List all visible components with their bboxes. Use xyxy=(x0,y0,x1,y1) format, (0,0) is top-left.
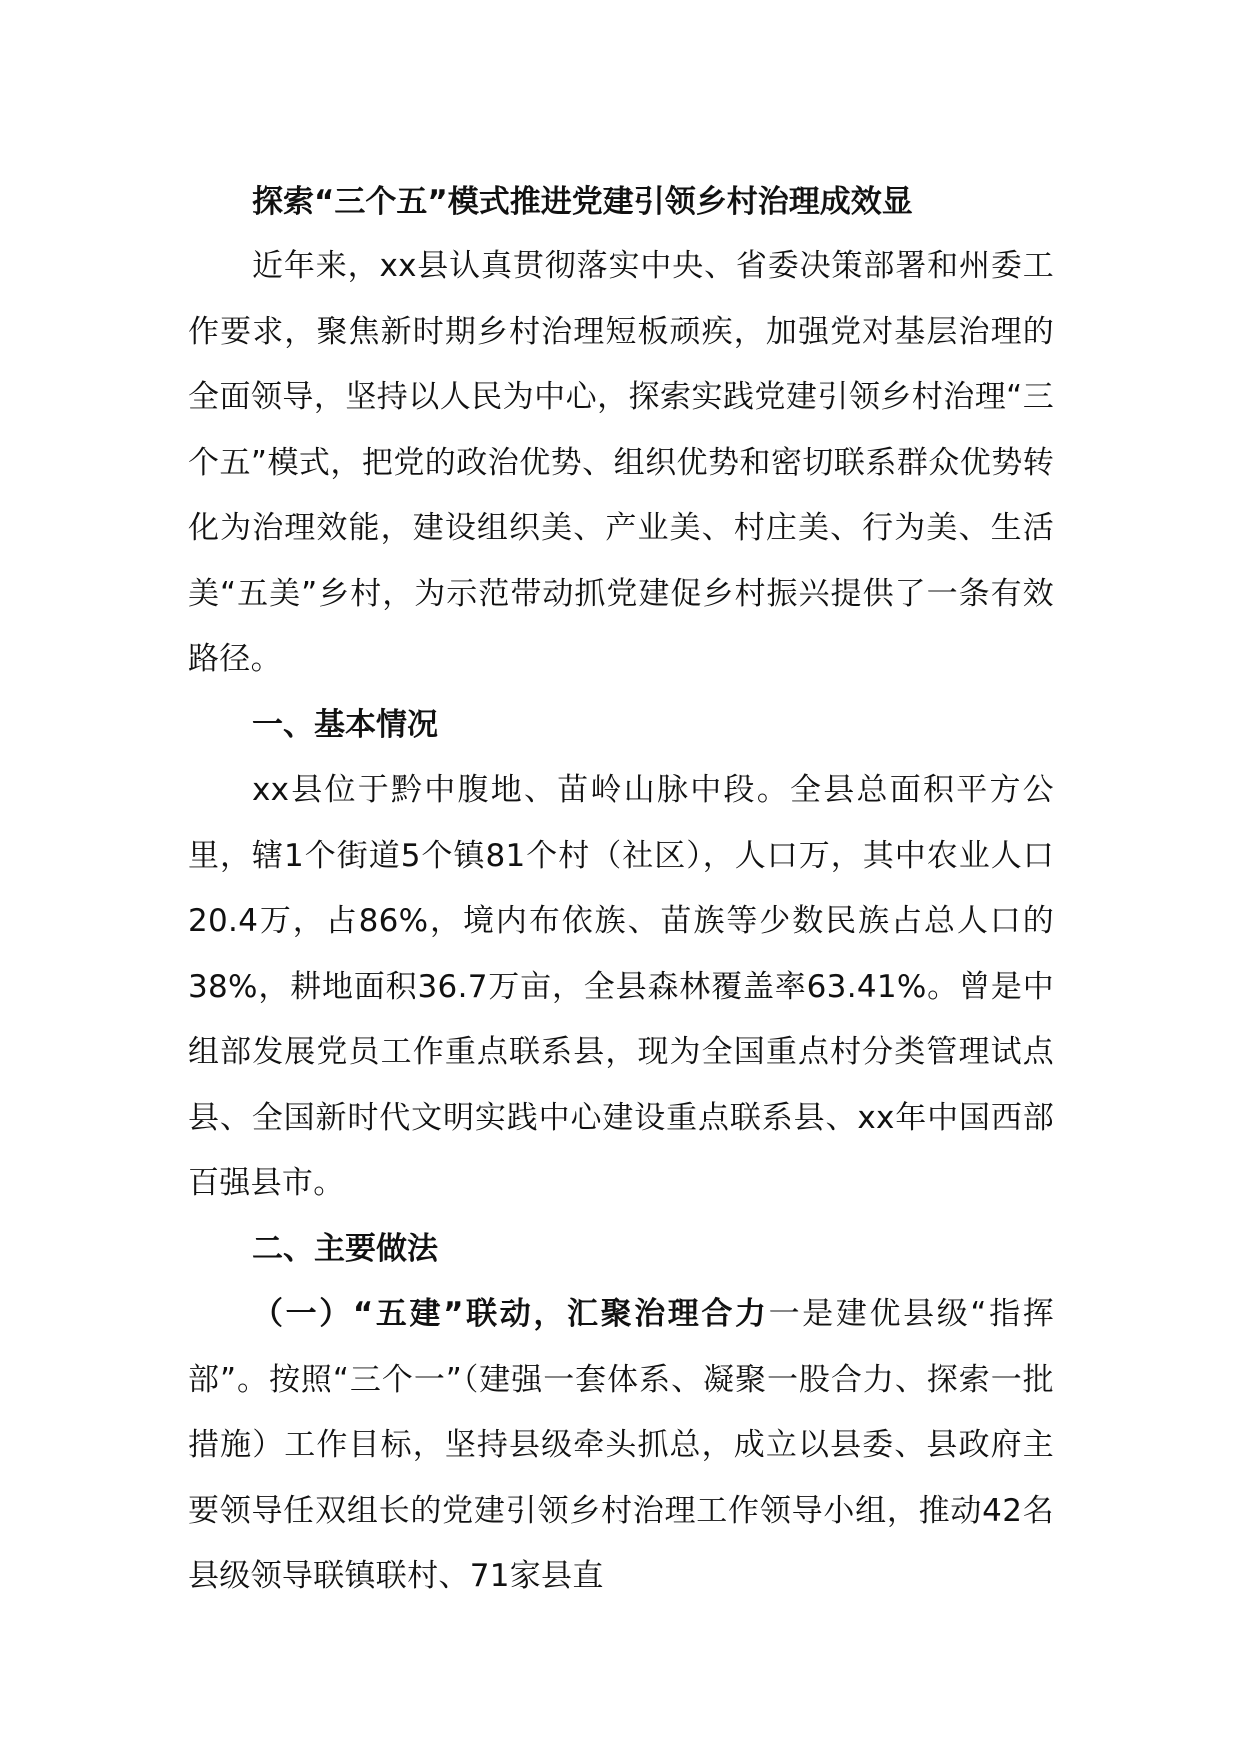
document-title: 探索“三个五”模式推进党建引领乡村治理成效显 xyxy=(252,184,913,220)
document-body xyxy=(188,170,1054,1610)
basic-situation-paragraph: xx县位于黔中腹地、苗岭山脉中段。全县总面积平方公里，辖1个街道5个镇81个村（社区），人口万，其中农业人口20.4万，占86%，境内布依族、苗族等少数民族占总人口的38%，耕地面积36.7万亩，全县森林覆盖率63.41%。曾是中组部发展党员工作重点联系县，现为全国重点村分类管理试点县、全国新时代文明实践中心建设重点联系县、xx年中国西部百强县市。 xyxy=(188,772,1054,1201)
section-heading-basic-situation: 一、基本情况 xyxy=(252,706,438,743)
subsection-heading-five-builds: （一）“五建”联动，汇聚治理合力 xyxy=(252,1296,769,1332)
subsection-body-five-builds: 一是建优县级“指挥部”。按照“三个一”（建强一套体系、凝聚一股合力、探索一批措施）工作目标，坚持县级牵头抓总，成立以县委、县政府主要领导任双组长的党建引领乡村治理工作领导小组，推动42名县级领导联镇联村、71家县直 xyxy=(188,1296,1054,1594)
section-heading-main-practices: 二、主要做法 xyxy=(252,1230,438,1267)
main-practices-paragraph xyxy=(188,1282,1054,1610)
intro-paragraph: 近年来，xx县认真贯彻落实中央、省委决策部署和州委工作要求，聚焦新时期乡村治理短板顽疾，加强党对基层治理的全面领导，坚持以人民为中心，探索实践党建引领乡村治理“三个五”模式，把党的政治优势、组织优势和密切联系群众优势转化为治理效能，建设组织美、产业美、村庄美、行为美、生活美“五美”乡村，为示范带动抓党建促乡村振兴提供了一条有效路径。 xyxy=(188,248,1054,677)
